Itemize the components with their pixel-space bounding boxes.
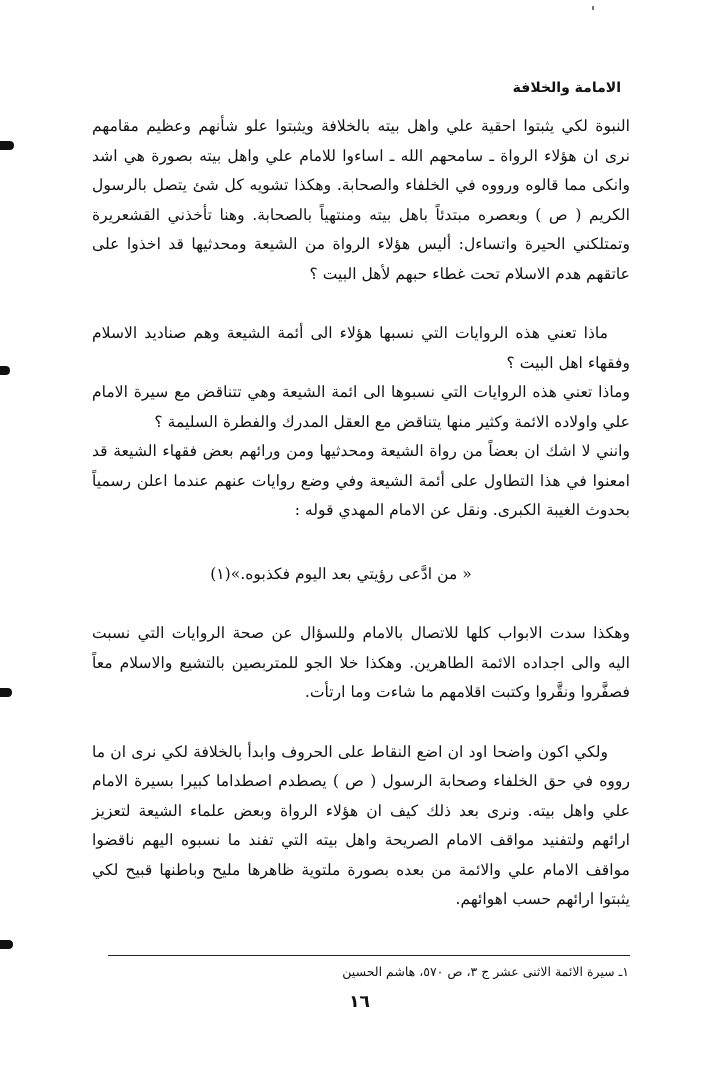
paragraph-1: النبوة لكي يثبتوا احقية علي واهل بيته بالخلافة ويثبتوا علو شأنهم وعظيم مقامهم نرى ان هؤلاء الرواة ـ سامحهم الله ـ اساءوا للامام علي واهل بيته بصورة هي اشد وانكى مما قالوه ورووه في الخلفاء والصحابة. وهكذا تشويه كل شئ يتصل بالرسول الكريم ( ص ) وبعصره مبتدئاً باهل بيته ومنتهياً بالصحابة. وهنا تأخذني القشعريرة وتمتلكني الحيرة واتساءل: أليس هؤلاء الرواة من الشيعة ومحدثيها قد اخذوا على عاتقهم هدم الاسلام تحت غطاء حبهم لأهل البيت ؟ (92, 117, 630, 283)
footnote: ١ـ سيرة الائمة الاثنى عشر ج ٣، ص ٥٧٠، هاشم الحسين (342, 964, 629, 979)
running-title: الامامة والخلافة (512, 80, 621, 96)
paragraph-3: وماذا تعني هذه الروايات التي نسبوها الى ائمة الشيعة وهي تتناقض مع سيرة الامام علي واولاده الائمة وكثير منها يتناقض مع العقل المدرك والفطرة السليمة ؟ (92, 383, 630, 431)
binding-mark (0, 940, 13, 949)
page-number: ١٦ (349, 992, 370, 1012)
paragraph-6: ولكي اكون واضحا اود ان اضع النقاط على الحروف وابدأ بالخلافة لكي نرى ان ما رووه في حق الخلفاء وصحابة الرسول ( ص ) يصطدم اصطداما كبيرا بسيرة الامام علي واهل بيته. ونرى بعد ذلك كيف ان هؤلاء الرواة وبعض علماء الشيعة لتعزيز ارائهم ولتفنيد مواقف الامام الصريحة واهل بيته التي تفند ما نسبوه اليهم ناقضوا مواقف الامام علي والائمة من بعده بصورة ملتوية ظاهرها مليح وباطنها قبيح لكي يثبتوا ارائهم حسب اهوائهم. (92, 742, 630, 908)
binding-mark (0, 366, 10, 375)
paragraph-gap (92, 530, 630, 560)
binding-mark (0, 688, 12, 697)
scan-speck (592, 6, 594, 10)
paragraph-2: ماذا تعني هذه الروايات التي نسبها هؤلاء الى أئمة الشيعة وهم صناديد الاسلام وفقهاء اهل البيت ؟ (92, 324, 630, 372)
footnote-divider (108, 955, 630, 956)
quotation: « من ادَّعى رؤيتي بعد اليوم فكذبوه.»(١) (210, 564, 472, 583)
main-text (92, 112, 630, 915)
paragraph-gap (92, 589, 630, 619)
paragraph-5: وهكذا سدت الابواب كلها للاتصال بالامام وللسؤال عن صحة الروايات التي نسبت اليه والى اجداده الائمة الطاهرين. وهكذا خلا الجو للمتربصين بالتشيع والاسلام معاً فصفَّروا ونقَّروا وكتبت اقلامهم ما شاءت وما ارتأت. (92, 624, 630, 701)
paragraph-gap (92, 708, 630, 738)
paragraph-gap (92, 289, 630, 319)
paragraph-4: وانني لا اشك ان بعضاً من رواة الشيعة ومحدثيها ومن ورائهم بعض فقهاء الشيعة قد امعنوا في هذا التطاول على أئمة الشيعة وفي وضع روايات عنهم عندما اعلن رسمياً بحدوث الغيبة الكبرى. ونقل عن الامام المهدي قوله : (92, 442, 630, 519)
binding-mark (0, 141, 14, 150)
